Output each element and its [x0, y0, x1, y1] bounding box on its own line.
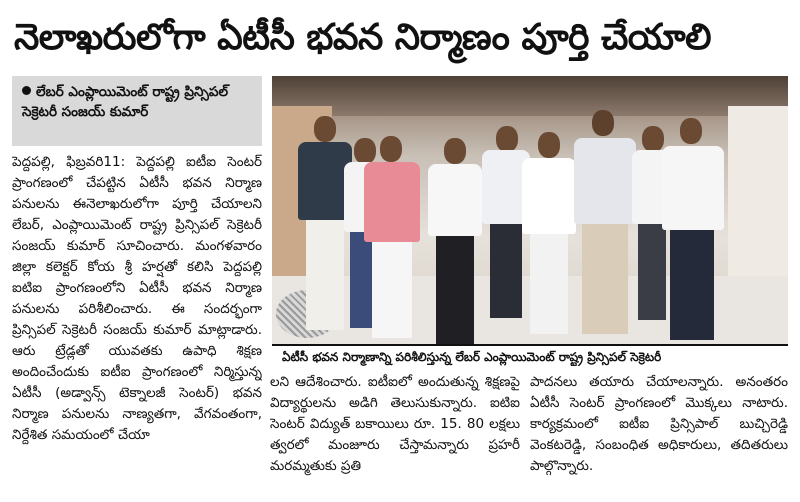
article-column-middle: లని ఆదేశించారు. ఐటీఐలో అందుతున్న శిక్షణపై విద్యార్థులను అడిగి తెలుసుకున్నారు. ఐటిఐ సెంటర్ విద్యుత్ బకాయిలు రూ. 15. 80 లక్షలు త్వరలో మంజూరు చేస్తామన్నారు ప్రహరీ మరమ్మతుకు ప్రతి — [270, 374, 520, 474]
bullet-icon — [22, 86, 31, 95]
deck-subheading — [12, 76, 262, 146]
headline: నెలాఖరులోగా ఏటీసీ భవన నిర్మాణం పూర్తి చేయాలి — [14, 17, 712, 58]
news-photo — [272, 76, 788, 344]
deck-text: లేబర్ ఎంప్లాయిమెంట్ రాష్ట్ర ప్రిన్సిపల్ సెక్రెటరీ సంజయ్ కుమార్ — [22, 84, 229, 120]
photo-caption: ఏటీసీ భవన నిర్మాణాన్ని పరిశీలిస్తున్న లేబర్ ఎంప్లాయిమెంట్ రాష్ట్ర ప్రిన్సిపల్ సెక్రెటరీ — [272, 344, 788, 366]
article-column-left: పెద్దపల్లి, ఫిబ్రవరి11: పెద్దపల్లి ఐటీఐ సెంటర్ ప్రాంగణంలో చేపట్టిన ఏటీసీ భవన నిర్మాణ పనులను ఈనెలాఖరులోగా పూర్తి చేయాలని లేబర్, ఎంప్లాయిమెంట్ రాష్ట్ర ప్రిన్సిపల్ సెక్రెటరీ సంజయ్ కుమార్ సూచించారు. మంగళవారం జిల్లా కలెక్టర్ కోయ శ్రీ హర్షతో కలిసి పెద్దపల్లి ఐటిఐ ప్రాంగణంలోని ఏటీసీ భవన నిర్మాణ పనులను పరిశీలించారు. ఈ సందర్భంగా ప్రిన్సిపల్ సెక్రెటరీ సంజయ్ కుమార్ మాట్లాడారు. ఆరు ట్రేడ్లతో యువతకు ఉపాధి శిక్షణ అందించేందుకు ఐటీఐ ప్రాంగణంలో నిర్మిస్తున్న ఏటీసీ (అడ్వాన్స్ టెక్నాలజీ సెంటర్) భవన నిర్మాణ పనులను నాణ్యతగా, వేగవంతంగా, నిర్దేశిత సమయంలో చేయా — [12, 154, 262, 443]
article-column-right: పాదనలు తయారు చేయాలన్నారు. అనంతరం ఏటీసీ సెంటర్ ప్రాంగణంలో మొక్కలు నాటారు. కార్యక్రమంలో ఐటీఐ ప్రిన్సిపాల్ బుచ్చిరెడ్డి వెంకటరెడ్డి, సంబంధిత అధికారులు, తదితరులు పాల్గొన్నారు. — [530, 374, 788, 474]
